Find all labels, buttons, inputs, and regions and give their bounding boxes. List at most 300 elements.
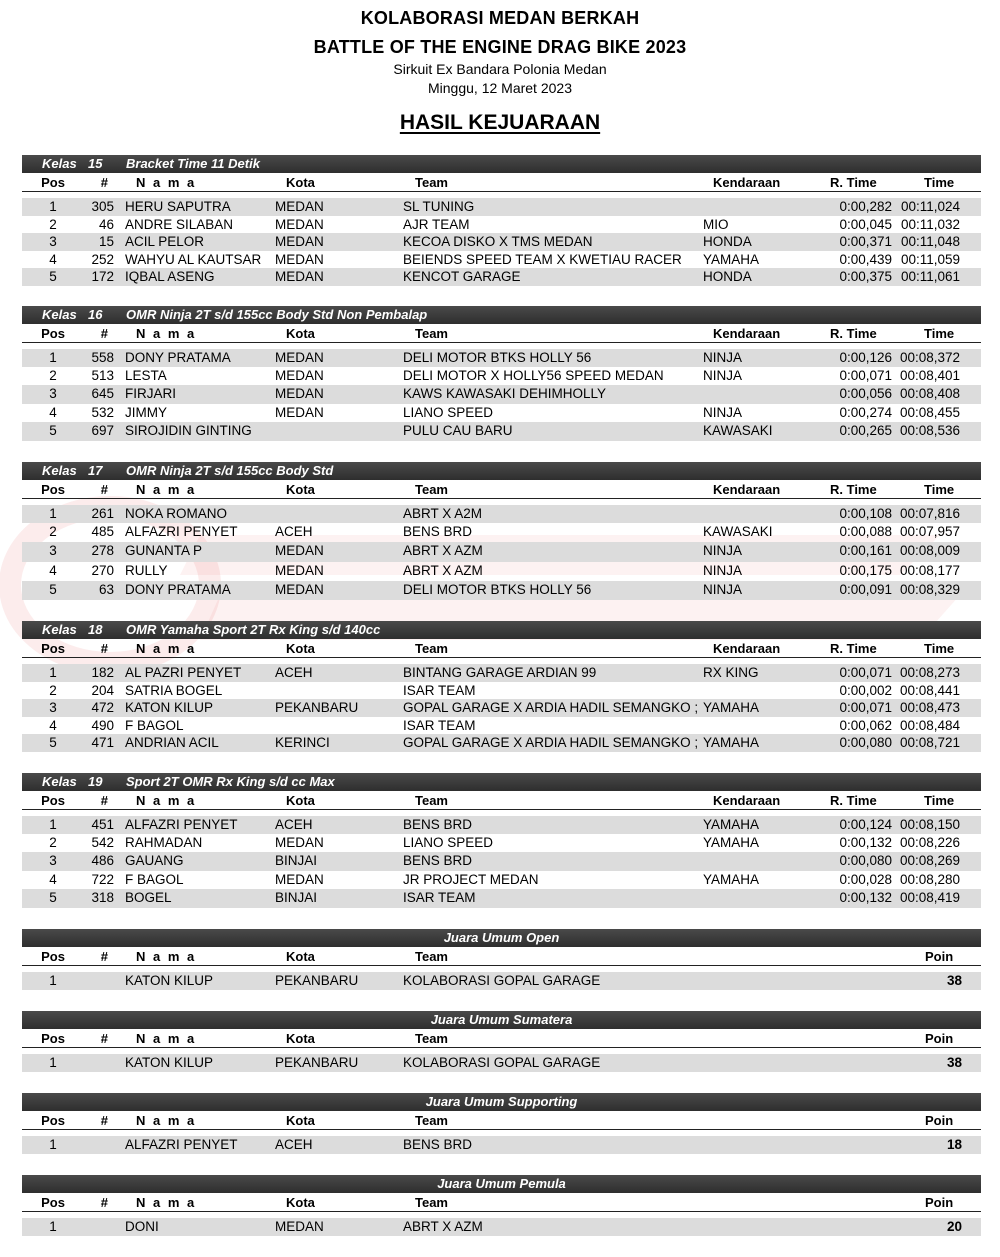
cell-nama: IQBAL ASENG xyxy=(125,269,215,284)
cell-team: BENS BRD xyxy=(403,817,473,832)
cell-num: 252 xyxy=(91,251,114,267)
cell-time: 00:08,150 xyxy=(899,817,960,832)
cell-pos: 1 xyxy=(49,817,57,832)
cell-kend: YAMAHA xyxy=(703,871,760,887)
cell-nama: HERU SAPUTRA xyxy=(125,199,231,214)
column-header-kota: Kota xyxy=(286,641,315,656)
column-header-pos: Pos xyxy=(41,326,65,341)
column-header-team: Team xyxy=(415,641,448,656)
cell-nama: AL PAZRI PENYET xyxy=(125,665,242,680)
cell-nama: KATON KILUP xyxy=(125,973,214,988)
column-header-rtime: R. Time xyxy=(830,326,877,341)
column-header-pos: Pos xyxy=(41,1195,65,1210)
cell-nama: DONY PRATAMA xyxy=(125,350,231,365)
cell-pos: 4 xyxy=(49,717,57,733)
cell-kota: PEKANBARU xyxy=(275,1055,359,1070)
cell-kota: PEKANBARU xyxy=(275,700,359,715)
champion-header-bar xyxy=(22,1011,981,1029)
results-table xyxy=(22,816,981,908)
cell-poin: 20 xyxy=(946,1219,962,1234)
cell-kend: YAMAHA xyxy=(703,735,760,750)
cell-num: 645 xyxy=(91,386,114,401)
cell-kend: NINJA xyxy=(703,350,743,365)
cell-team: LIANO SPEED xyxy=(403,834,494,850)
cell-kota: MEDAN xyxy=(275,216,324,232)
class-header-bar xyxy=(22,621,981,639)
cell-num: 172 xyxy=(91,269,114,284)
cell-pos: 3 xyxy=(49,543,57,558)
table-row xyxy=(22,889,981,908)
column-headers xyxy=(22,1029,981,1048)
column-header-nama: N a m a xyxy=(136,641,197,656)
column-header-team: Team xyxy=(415,1031,448,1046)
cell-rt: 0:00,175 xyxy=(839,562,892,578)
column-headers xyxy=(22,1193,981,1212)
class-section xyxy=(22,773,981,908)
cell-rt: 0:00,091 xyxy=(839,582,892,597)
column-headers xyxy=(22,480,981,499)
cell-pos: 5 xyxy=(49,890,57,905)
cell-kota: MEDAN xyxy=(275,543,324,558)
class-section xyxy=(22,155,981,286)
champion-section xyxy=(22,1093,981,1154)
cell-poin: 38 xyxy=(946,1055,962,1070)
cell-pos: 5 xyxy=(49,269,57,284)
kelas-label: Kelas xyxy=(42,156,77,171)
column-header-pos: Pos xyxy=(41,793,65,808)
column-header-nama: N a m a xyxy=(136,1031,197,1046)
cell-pos: 1 xyxy=(49,199,57,214)
cell-kota: MEDAN xyxy=(275,582,324,597)
column-header-nama: N a m a xyxy=(136,482,197,497)
cell-pos: 5 xyxy=(49,735,57,750)
cell-team: ABRT X AZM xyxy=(403,562,483,578)
cell-kota: MEDAN xyxy=(275,386,324,401)
cell-team: BINTANG GARAGE ARDIAN 99 xyxy=(403,665,597,680)
cell-time: 00:08,177 xyxy=(899,562,960,578)
cell-pos: 5 xyxy=(49,582,57,597)
cell-rt: 0:00,028 xyxy=(839,871,892,887)
cell-kend: NINJA xyxy=(703,543,743,558)
kelas-label: Kelas xyxy=(42,622,77,637)
cell-kend: NINJA xyxy=(703,404,743,420)
cell-nama: DONY PRATAMA xyxy=(125,582,231,597)
table-row xyxy=(22,664,981,682)
cell-nama: WAHYU AL KAUTSAR xyxy=(125,251,262,267)
cell-pos: 1 xyxy=(49,350,57,365)
cell-team: ABRT X AZM xyxy=(403,543,483,558)
cell-nama: BOGEL xyxy=(125,890,172,905)
date-text: Minggu, 12 Maret 2023 xyxy=(428,80,572,96)
cell-rt: 0:00,274 xyxy=(839,404,892,420)
cell-nama: F BAGOL xyxy=(125,871,184,887)
column-headers xyxy=(22,639,981,658)
cell-nama: LESTA xyxy=(125,367,167,383)
cell-rt: 0:00,080 xyxy=(839,853,892,868)
table-row xyxy=(22,422,981,441)
cell-num: 471 xyxy=(91,735,114,750)
cell-team: BENS BRD xyxy=(403,523,473,539)
cell-kota: PEKANBARU xyxy=(275,973,359,988)
cell-num: 305 xyxy=(91,199,114,214)
cell-kend: NINJA xyxy=(703,582,743,597)
cell-kota: MEDAN xyxy=(275,562,324,578)
table-row xyxy=(22,268,981,286)
column-header-nama: N a m a xyxy=(136,175,197,190)
column-header-poin: Poin xyxy=(925,1031,954,1046)
column-header-nama: N a m a xyxy=(136,326,197,341)
column-header-kota: Kota xyxy=(286,793,315,808)
champion-section xyxy=(22,1011,981,1072)
cell-kota: MEDAN xyxy=(275,251,324,267)
cell-kota: MEDAN xyxy=(275,367,324,383)
cell-kend: RX KING xyxy=(703,665,759,680)
cell-num: 278 xyxy=(91,543,114,558)
champion-header-bar xyxy=(22,1093,981,1111)
cell-time: 00:08,280 xyxy=(899,871,960,887)
column-header-time: Time xyxy=(924,641,955,656)
column-header-kota: Kota xyxy=(286,175,315,190)
table-row xyxy=(22,972,981,990)
table-row xyxy=(22,251,981,269)
column-header-kota: Kota xyxy=(286,326,315,341)
cell-num: 722 xyxy=(91,871,114,887)
cell-num: 490 xyxy=(91,717,114,733)
cell-num: 261 xyxy=(91,506,114,521)
cell-pos: 5 xyxy=(49,423,57,438)
cell-team: DELI MOTOR BTKS HOLLY 56 xyxy=(403,350,592,365)
cell-rt: 0:00,132 xyxy=(839,834,892,850)
cell-num: 63 xyxy=(98,582,114,597)
cell-kota: KERINCI xyxy=(275,735,330,750)
column-header-poin: Poin xyxy=(925,1113,954,1128)
column-header-rtime: R. Time xyxy=(830,175,877,190)
cell-kota: MEDAN xyxy=(275,350,324,365)
cell-pos: 3 xyxy=(49,700,57,715)
column-header-kendaraan: Kendaraan xyxy=(713,326,781,341)
cell-nama: FIRJARI xyxy=(125,386,177,401)
column-header-num: # xyxy=(100,326,108,341)
cell-rt: 0:00,132 xyxy=(839,890,892,905)
cell-pos: 2 xyxy=(49,834,57,850)
cell-rt: 0:00,126 xyxy=(839,350,892,365)
column-header-team: Team xyxy=(415,793,448,808)
cell-team: GOPAL GARAGE X ARDIA HADIL SEMANGKO ; xyxy=(403,700,699,715)
cell-kota: MEDAN xyxy=(275,269,324,284)
cell-kota: ACEH xyxy=(275,1137,313,1152)
table-row xyxy=(22,523,981,543)
cell-time: 00:07,957 xyxy=(899,523,960,539)
cell-time: 00:08,273 xyxy=(899,665,960,680)
cell-time: 00:08,329 xyxy=(899,582,960,597)
cell-kend: MIO xyxy=(703,216,729,232)
column-header-pos: Pos xyxy=(41,949,65,964)
cell-nama: GAUANG xyxy=(125,853,184,868)
cell-time: 00:08,226 xyxy=(899,834,960,850)
cell-rt: 0:00,371 xyxy=(839,234,892,249)
column-header-nama: N a m a xyxy=(136,1195,197,1210)
cell-rt: 0:00,124 xyxy=(839,817,892,832)
cell-kend: HONDA xyxy=(703,269,752,284)
column-header-nama: N a m a xyxy=(136,1113,197,1128)
column-header-time: Time xyxy=(924,482,955,497)
column-header-poin: Poin xyxy=(925,1195,954,1210)
column-header-num: # xyxy=(100,949,108,964)
column-header-rtime: R. Time xyxy=(830,641,877,656)
cell-poin: 18 xyxy=(946,1137,962,1152)
class-section xyxy=(22,621,981,752)
cell-kota: ACEH xyxy=(275,665,313,680)
table-row xyxy=(22,385,981,404)
cell-team: AJR TEAM xyxy=(403,216,470,232)
column-header-rtime: R. Time xyxy=(830,482,877,497)
cell-pos: 2 xyxy=(49,682,57,698)
class-number: 18 xyxy=(88,622,103,637)
cell-pos: 4 xyxy=(49,251,57,267)
column-header-num: # xyxy=(100,1113,108,1128)
kelas-label: Kelas xyxy=(42,774,77,789)
cell-nama: KATON KILUP xyxy=(125,700,214,715)
cell-team: ABRT X A2M xyxy=(403,506,483,521)
cell-nama: ANDRIAN ACIL xyxy=(125,735,219,750)
champion-title: Juara Umum Sumatera xyxy=(430,1012,573,1027)
cell-team: DELI MOTOR BTKS HOLLY 56 xyxy=(403,582,592,597)
cell-nama: ANDRE SILABAN xyxy=(125,216,234,232)
column-header-team: Team xyxy=(415,1195,448,1210)
cell-pos: 1 xyxy=(49,1219,57,1234)
cell-num: 697 xyxy=(91,423,114,438)
cell-time: 00:08,473 xyxy=(899,700,960,715)
cell-rt: 0:00,088 xyxy=(839,523,892,539)
cell-pos: 4 xyxy=(49,404,57,420)
cell-team: PULU CAU BARU xyxy=(403,423,513,438)
cell-pos: 1 xyxy=(49,665,57,680)
table-row xyxy=(22,699,981,717)
cell-rt: 0:00,375 xyxy=(839,269,892,284)
column-header-num: # xyxy=(100,482,108,497)
class-header-bar xyxy=(22,155,981,173)
champion-table xyxy=(22,1136,981,1154)
column-header-team: Team xyxy=(415,482,448,497)
cell-kota: ACEH xyxy=(275,817,313,832)
kelas-label: Kelas xyxy=(42,463,77,478)
column-header-num: # xyxy=(100,641,108,656)
cell-nama: JIMMY xyxy=(125,404,167,420)
class-name: OMR Ninja 2T s/d 155cc Body Std Non Pembalap xyxy=(126,307,428,322)
table-row xyxy=(22,1054,981,1072)
cell-num: 542 xyxy=(91,834,114,850)
cell-kend: YAMAHA xyxy=(703,251,760,267)
cell-kota: MEDAN xyxy=(275,871,324,887)
class-section xyxy=(22,462,981,600)
cell-kota: MEDAN xyxy=(275,234,324,249)
column-header-kendaraan: Kendaraan xyxy=(713,793,781,808)
column-header-team: Team xyxy=(415,175,448,190)
cell-pos: 3 xyxy=(49,853,57,868)
table-row xyxy=(22,233,981,251)
cell-time: 00:08,441 xyxy=(899,682,960,698)
cell-kota: MEDAN xyxy=(275,199,324,214)
cell-num: 46 xyxy=(98,216,114,232)
class-number: 19 xyxy=(88,774,103,789)
cell-kota: ACEH xyxy=(275,523,313,539)
cell-time: 00:08,455 xyxy=(899,404,960,420)
cell-kota: MEDAN xyxy=(275,1219,324,1234)
column-headers xyxy=(22,791,981,810)
class-number: 15 xyxy=(88,156,103,171)
cell-kend: KAWASAKI xyxy=(703,523,773,539)
cell-team: BENS BRD xyxy=(403,853,473,868)
table-row xyxy=(22,717,981,735)
kelas-label: Kelas xyxy=(42,307,77,322)
column-header-kota: Kota xyxy=(286,1031,315,1046)
cell-time: 00:11,024 xyxy=(900,199,960,214)
column-headers xyxy=(22,324,981,343)
cell-time: 00:08,419 xyxy=(899,890,960,905)
cell-nama: DONI xyxy=(125,1219,159,1234)
cell-time: 00:11,059 xyxy=(900,251,960,267)
cell-kota: BINJAI xyxy=(275,890,318,905)
cell-nama: ALFAZRI PENYET xyxy=(125,523,238,539)
cell-num: 485 xyxy=(91,523,114,539)
table-row xyxy=(22,562,981,582)
cell-kota: MEDAN xyxy=(275,834,324,850)
cell-nama: RULLY xyxy=(125,562,168,578)
cell-rt: 0:00,161 xyxy=(839,543,892,558)
class-name: Bracket Time 11 Detik xyxy=(126,156,260,171)
cell-pos: 2 xyxy=(49,216,57,232)
champion-section xyxy=(22,929,981,990)
table-row xyxy=(22,834,981,853)
cell-nama: KATON KILUP xyxy=(125,1055,214,1070)
table-row xyxy=(22,216,981,234)
cell-num: 318 xyxy=(91,890,114,905)
venue-text: Sirkuit Ex Bandara Polonia Medan xyxy=(393,61,607,77)
cell-kend: HONDA xyxy=(703,234,752,249)
cell-pos: 1 xyxy=(49,973,57,988)
results-title: HASIL KEJUARAAN xyxy=(399,111,601,134)
cell-rt: 0:00,080 xyxy=(839,735,892,750)
column-header-num: # xyxy=(100,175,108,190)
cell-time: 00:11,048 xyxy=(900,234,960,249)
cell-pos: 4 xyxy=(49,871,57,887)
column-headers xyxy=(22,173,981,192)
cell-kend: NINJA xyxy=(703,367,743,383)
champion-table xyxy=(22,972,981,990)
column-header-pos: Pos xyxy=(41,641,65,656)
cell-rt: 0:00,265 xyxy=(839,423,892,438)
cell-kend: NINJA xyxy=(703,562,743,578)
cell-pos: 3 xyxy=(49,386,57,401)
cell-num: 15 xyxy=(98,234,114,249)
cell-rt: 0:00,439 xyxy=(839,251,892,267)
event-title: BATTLE OF THE ENGINE DRAG BIKE 2023 xyxy=(313,37,687,57)
cell-nama: ACIL PELOR xyxy=(125,234,205,249)
column-header-kendaraan: Kendaraan xyxy=(713,175,781,190)
cell-nama: F BAGOL xyxy=(125,717,184,733)
cell-team: ABRT X AZM xyxy=(403,1219,483,1234)
column-header-poin: Poin xyxy=(925,949,954,964)
cell-num: 451 xyxy=(91,817,114,832)
class-number: 17 xyxy=(88,463,103,478)
column-header-time: Time xyxy=(924,326,955,341)
cell-time: 00:08,401 xyxy=(899,367,960,383)
table-row xyxy=(22,349,981,367)
column-headers xyxy=(22,947,981,966)
cell-nama: ALFAZRI PENYET xyxy=(125,1137,238,1152)
cell-kota: BINJAI xyxy=(275,853,318,868)
cell-pos: 1 xyxy=(49,1055,57,1070)
cell-time: 00:08,009 xyxy=(899,543,960,558)
results-table xyxy=(22,198,981,286)
class-header-bar xyxy=(22,773,981,791)
cell-num: 270 xyxy=(91,562,114,578)
cell-rt: 0:00,071 xyxy=(839,367,892,383)
cell-time: 00:08,536 xyxy=(899,423,960,438)
cell-team: KOLABORASI GOPAL GARAGE xyxy=(403,1055,601,1070)
class-name: OMR Yamaha Sport 2T Rx King s/d 140cc xyxy=(126,622,381,637)
cell-team: BEIENDS SPEED TEAM X KWETIAU RACER xyxy=(403,251,682,267)
cell-num: 472 xyxy=(91,700,114,715)
column-header-time: Time xyxy=(924,175,955,190)
class-section xyxy=(22,306,981,441)
column-header-kota: Kota xyxy=(286,949,315,964)
table-row xyxy=(22,734,981,752)
cell-team: ISAR TEAM xyxy=(403,890,476,905)
cell-nama: SIROJIDIN GINTING xyxy=(125,423,252,438)
cell-pos: 1 xyxy=(49,506,57,521)
cell-nama: GUNANTA P xyxy=(125,543,203,558)
column-header-rtime: R. Time xyxy=(830,793,877,808)
class-number: 16 xyxy=(88,307,103,322)
cell-num: 513 xyxy=(91,367,114,383)
cell-nama: SATRIA BOGEL xyxy=(125,682,223,698)
class-header-bar xyxy=(22,306,981,324)
column-header-team: Team xyxy=(415,326,448,341)
cell-rt: 0:00,071 xyxy=(839,665,892,680)
table-row xyxy=(22,198,981,216)
cell-pos: 1 xyxy=(49,1137,57,1152)
cell-team: GOPAL GARAGE X ARDIA HADIL SEMANGKO ; xyxy=(403,735,699,750)
cell-team: JR PROJECT MEDAN xyxy=(403,871,539,887)
cell-time: 00:08,408 xyxy=(899,386,960,401)
column-header-num: # xyxy=(100,793,108,808)
cell-team: DELI MOTOR X HOLLY56 SPEED MEDAN xyxy=(403,367,664,383)
column-header-nama: N a m a xyxy=(136,949,197,964)
table-row xyxy=(22,1218,981,1236)
column-header-pos: Pos xyxy=(41,482,65,497)
cell-team: KOLABORASI GOPAL GARAGE xyxy=(403,973,601,988)
cell-kota: MEDAN xyxy=(275,404,324,420)
cell-pos: 3 xyxy=(49,234,57,249)
champion-table xyxy=(22,1218,981,1236)
cell-pos: 2 xyxy=(49,523,57,539)
cell-time: 00:08,372 xyxy=(899,350,960,365)
cell-num: 558 xyxy=(91,350,114,365)
cell-team: KAWS KAWASAKI DEHIMHOLLY xyxy=(403,386,607,401)
results-table xyxy=(22,349,981,441)
cell-team: KECOA DISKO X TMS MEDAN xyxy=(403,234,593,249)
table-row xyxy=(22,542,981,562)
column-header-pos: Pos xyxy=(41,1113,65,1128)
table-row xyxy=(22,367,981,386)
cell-time: 00:11,061 xyxy=(900,269,960,284)
cell-nama: RAHMADAN xyxy=(125,834,203,850)
results-table xyxy=(22,505,981,600)
column-header-nama: N a m a xyxy=(136,793,197,808)
cell-time: 00:08,721 xyxy=(899,735,960,750)
champion-header-bar xyxy=(22,929,981,947)
